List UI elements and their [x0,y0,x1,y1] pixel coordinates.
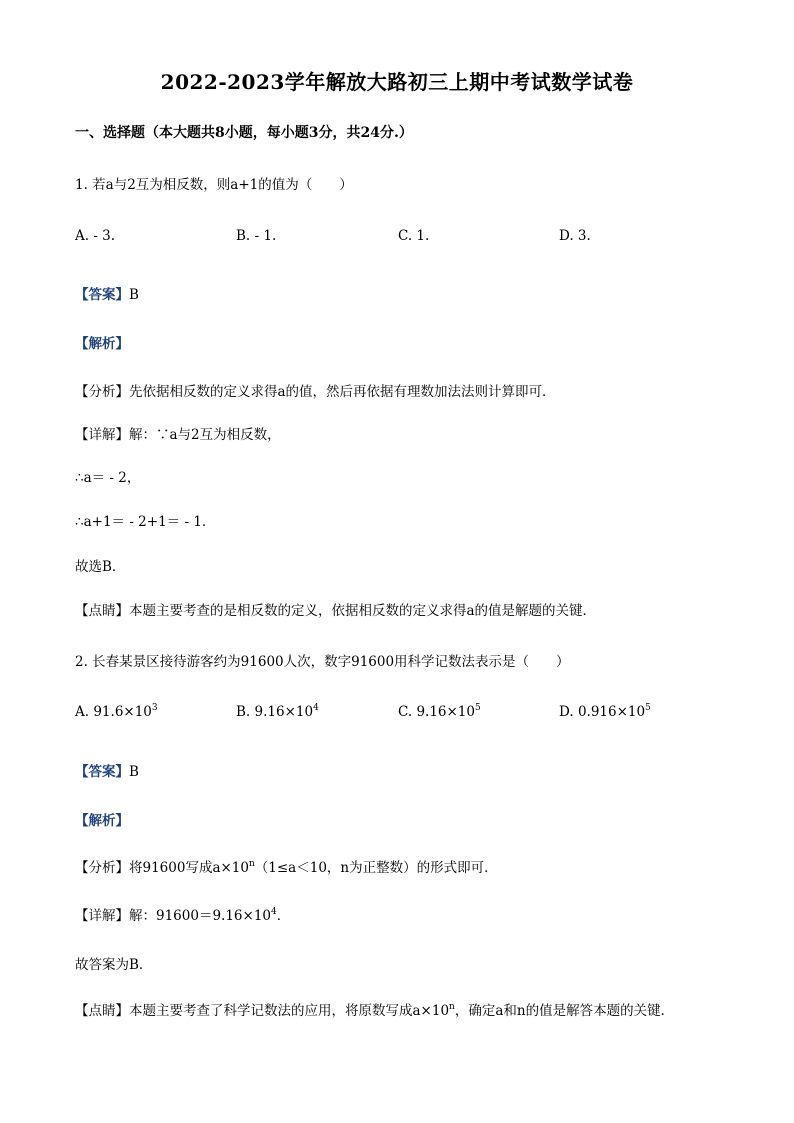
q1-fenxi [75,380,556,400]
q1-answer-value: B [129,287,139,303]
q1-conclusion: 故选B． [75,559,126,575]
q1-step-1: ∴a＝ - 2， [75,470,141,486]
section-heading-choice: 一、选择题（本大题共8小题，每小题3分，共24分.） [75,125,413,141]
answer-tag: 【答案】 [75,287,129,303]
q1-detail-text: 解：∵a与2互为相反数， [129,427,281,443]
q2-option-c: C. $9.16\times 10^5$ [398,703,481,720]
analysis-tag: 【解析】 [75,336,129,352]
q1-dianjing [75,599,596,619]
detail-tag: 【详解】 [75,908,129,924]
answer-tag: 【答案】 [75,764,129,780]
q1-option-a: A. - 3. [75,228,116,244]
q1-option-b: B. - 1. [236,228,277,244]
fenxi-tag: 【分析】 [75,384,129,400]
q1-analysis-heading [75,332,129,352]
analysis-tag: 【解析】 [75,813,129,829]
q2-conclusion: 故答案为B． [75,957,153,973]
q2-option-d: D. $0.916\times 10^5$ [559,703,651,720]
q1-dianjing-text: 本题主要考查的是相反数的定义，依据相反数的定义求得a的值是解题的关键． [129,603,597,619]
q2-fenxi: 【分析】将91600写成$a\times 10^n(1\le a<10$，n为正整数）的形式即可． [75,859,498,876]
detail-tag: 【详解】 [75,427,129,443]
q2-option-b: B. $9.16\times 10^4$ [236,703,319,720]
q2-analysis-heading [75,809,129,829]
fenxi-tag: 【分析】 [75,860,129,876]
q2-answer [75,760,139,780]
q1-step-2: ∴a+1＝ - 2+1＝ - 1． [75,514,216,530]
q2-dianjing: 【点睛】本题主要考查了科学记数法的应用，将原数写成$a\times 10^n$，确定a和n的值是解答本题的关键． [75,1002,675,1019]
q2-option-a: A. $91.6\times 10^3$ [75,703,158,720]
question-1-stem: 1. 若a与2互为相反数，则a+1的值为（ ） [75,177,353,193]
q1-option-c: C. 1. [398,228,430,244]
q1-option-d: D. 3. [559,228,591,244]
q1-fenxi-text: 先依据相反数的定义求得a的值，然后再依据有理数加法法则计算即可． [129,384,556,400]
q2-answer-value: B [129,764,139,780]
q1-answer [75,283,139,303]
dianjing-tag: 【点睛】 [75,603,129,619]
dianjing-tag: 【点睛】 [75,1003,129,1019]
page-title: 2022-2023学年解放大路初三上期中考试数学试卷 [160,70,634,94]
q2-detail: 【详解】解：$91600=9.16\times 10^4$． [75,907,291,924]
question-2-stem: 2. 长春某景区接待游客约为91600人次，数字91600用科学记数法表示是（ ） [75,654,570,670]
q1-detail [75,423,281,443]
